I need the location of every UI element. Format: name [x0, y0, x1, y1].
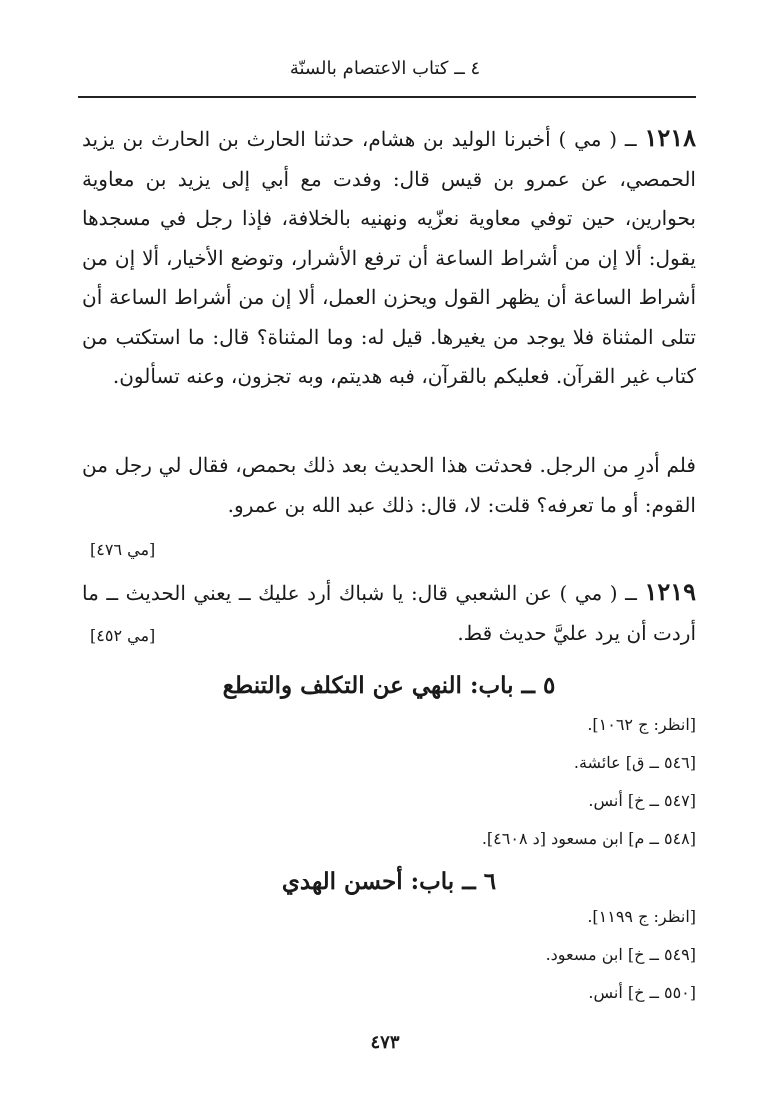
hadith-1218-continuation-block — [82, 446, 696, 525]
header-divider — [78, 96, 696, 98]
hadith-1218 — [82, 118, 696, 397]
chapter-6-title: ٦ ــ باب: أحسن الهدي — [281, 868, 497, 895]
list-item: [انظر: ج ١٠٦٢]. — [587, 715, 696, 734]
list-item: [٥٤٨ ــ م] ابن مسعود [د ٤٦٠٨]. — [481, 829, 696, 848]
chapter-5-list — [82, 706, 696, 858]
hadith-number: ١٢١٨ — [644, 123, 697, 152]
list-item: [انظر: ج ١١٩٩]. — [587, 907, 696, 926]
page-number: ٤٧٣ — [370, 1032, 400, 1053]
list-item: [٥٤٦ ــ ق] عائشة. — [573, 753, 696, 772]
hadith-1218-continuation: فلم أدرِ من الرجل. فحدثت هذا الحديث بعد ذلك بحمص، فقال لي رجل من القوم: أو ما تعرفه؟ قلت: لا، قال: ذلك عبد الله بن عمرو. — [82, 453, 696, 517]
list-item: [٥٤٩ ــ خ] ابن مسعود. — [545, 945, 696, 964]
hadith-1218-reference: [مي ٤٧٦] — [90, 540, 156, 559]
hadith-1219-reference: [مي ٤٥٢] — [90, 626, 156, 645]
chapter-5-title: ٥ ــ باب: النهي عن التكلف والتنطع — [222, 672, 556, 699]
list-item: [٥٤٧ ــ خ] أنس. — [588, 791, 696, 810]
hadith-number: ١٢١٩ — [644, 577, 697, 606]
chapter-6-list — [82, 898, 696, 1012]
running-head-title: ٤ ــ كتاب الاعتصام بالسنّة — [289, 58, 481, 79]
hadith-1219-paragraph — [82, 572, 696, 653]
hadith-1219-text: ــ ( مي ) عن الشعبي قال: يا شباك أرد عليك ــ يعني الحديث ــ ما أردت أن يرد عليَّ حديث قط. — [82, 581, 696, 645]
hadith-1219 — [82, 572, 696, 653]
list-item: [٥٥٠ ــ خ] أنس. — [588, 983, 696, 1002]
hadith-1218-paragraph — [82, 118, 696, 397]
hadith-1218-text: ــ ( مي ) أخبرنا الوليد بن هشام، حدثنا الحارث بن الحارث بن يزيد الحمصي، عن عمرو بن قيس قال: وفدت مع أبي إلى يزيد بن معاوية بحوارين، حين توفي معاوية نعزّيه ونهنيه بالخلافة، فإذا رجل في مسجدها يقول: ألا إن من أشراط الساعة أن ترفع الأشرار، وتوضع الأخيار، ألا إن من أشراط الساعة أن يظهر القول ويحزن العمل، ألا إن من أشراط الساعة أن تتلى المثناة فلا يوجد من يغيرها. قيل له: وما المثناة؟ قال: ما استكتب من كتاب غير القرآن. فعليكم بالقرآن، فبه هديتم، وبه تجزون، وعنه تسألون. — [82, 127, 696, 388]
